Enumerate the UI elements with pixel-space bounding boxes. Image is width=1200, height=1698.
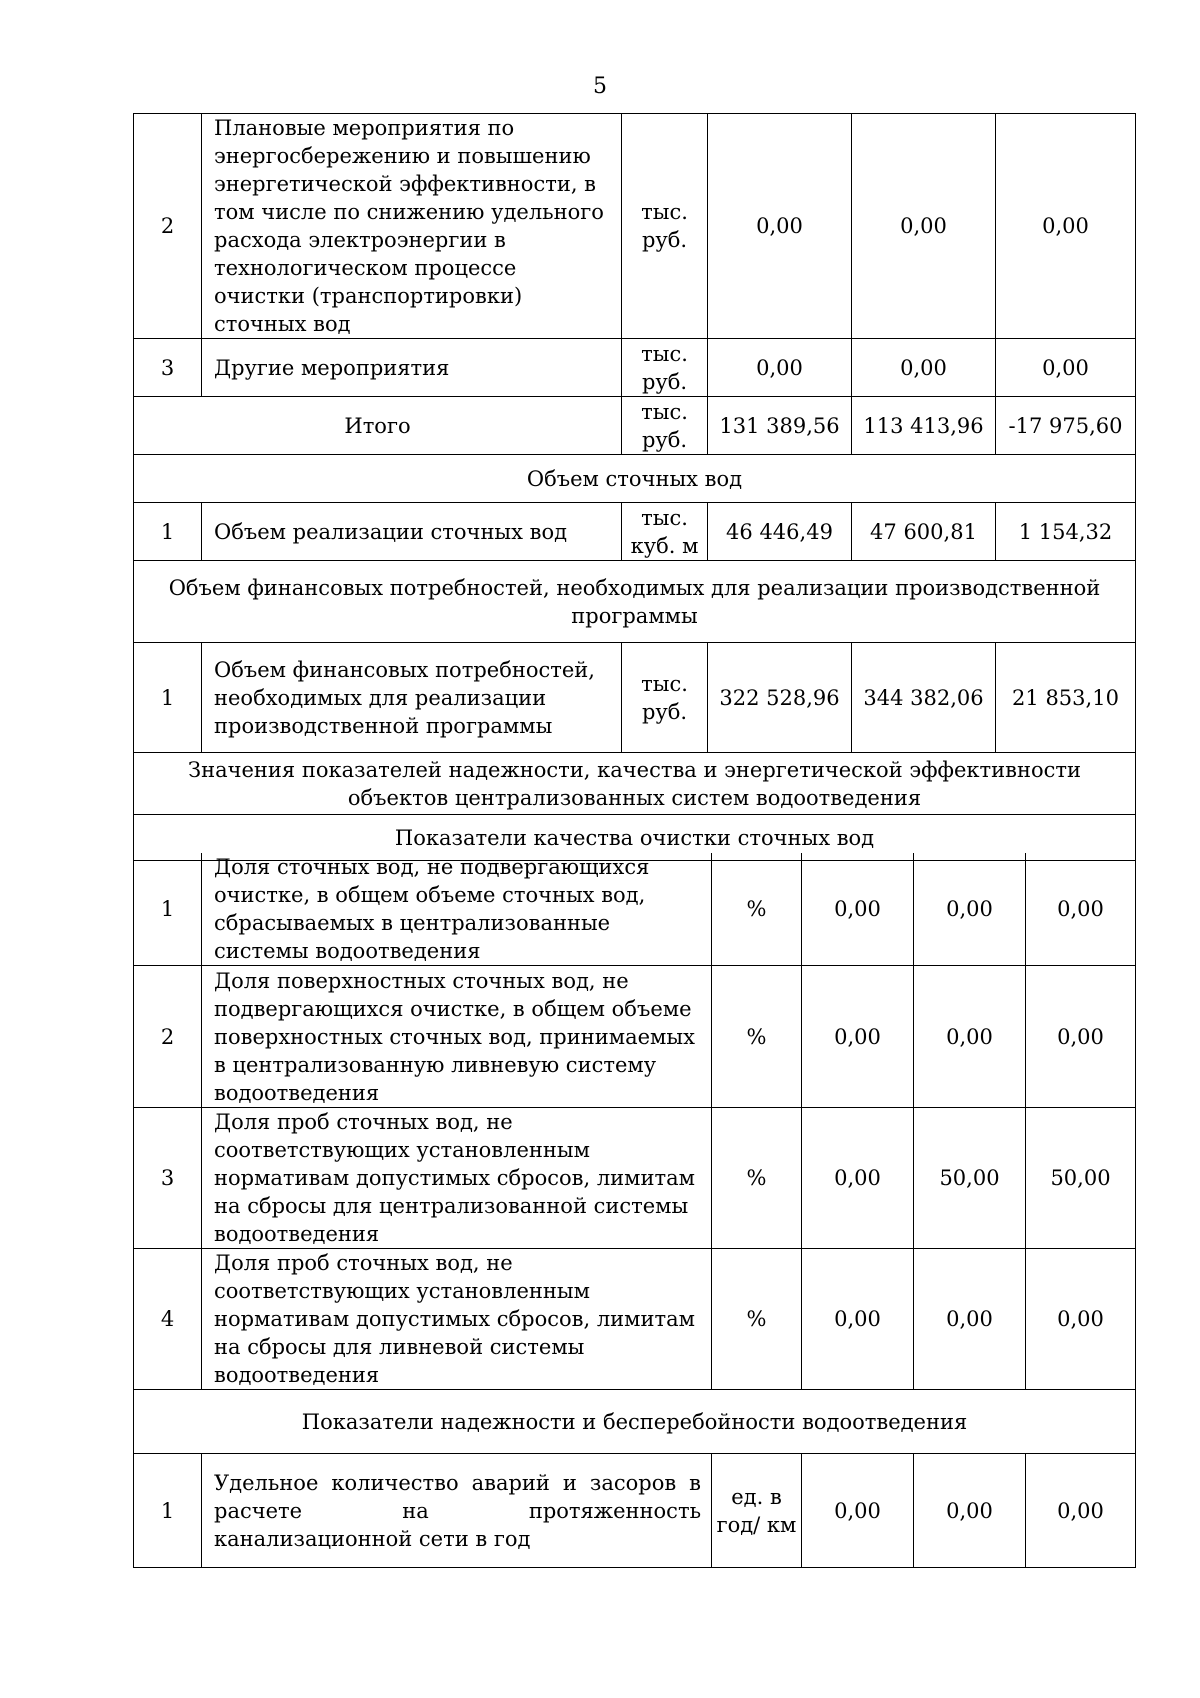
row-description: Объем реализации сточных вод [202,503,622,561]
row-value-1: 0,00 [802,1454,914,1568]
row-value-2: 344 382,06 [852,643,996,753]
row-description: Удельное количество аварий и засоров в расчете на протяженность канализационной сети в год [202,1454,712,1568]
row-value-3: 0,00 [1026,966,1136,1108]
row-description: Доля сточных вод, не подвергающихся очистке, в общем объеме сточных вод, сбрасываемых в централизованные системы водоотведения [202,853,712,966]
row-value-1: 0,00 [802,1108,914,1249]
row-value-3: 0,00 [996,114,1136,339]
row-number: 1 [134,853,202,966]
program-table [133,113,1136,861]
row-unit: % [712,966,802,1108]
section-header-quality: Показатели качества очистки сточных вод [134,815,1136,861]
row-unit: тыс. руб. [622,114,708,339]
section-header-reliability: Показатели надежности и бесперебойности водоотведения [134,1390,1136,1454]
table-row [134,643,1136,753]
row-value-2: 0,00 [852,114,996,339]
row-value-3: 0,00 [1026,1454,1136,1568]
page-number: 5 [593,74,607,99]
section-header-volume: Объем сточных вод [134,455,1136,503]
row-number: 2 [134,966,202,1108]
row-description: Доля поверхностных сточных вод, не подвергающихся очистке, в общем объеме поверхностных сточных вод, принимаемых в централизованную ливневую систему водоотведения [202,966,712,1108]
row-number: 1 [134,1454,202,1568]
row-number: 2 [134,114,202,339]
table-row [134,966,1136,1108]
indicators-table [133,853,1136,1568]
row-description: Плановые мероприятия по энергосбережению и повышению энергетической эффективности, в том числе по снижению удельного расхода электроэнергии в технологическом процессе очистки (транспортировки) сточных вод [202,114,622,339]
row-value-1: 0,00 [802,966,914,1108]
row-value-1: 0,00 [708,114,852,339]
row-unit: ед. в год/ км [712,1454,802,1568]
row-value-1: 46 446,49 [708,503,852,561]
row-description: Доля проб сточных вод, не соответствующих установленным нормативам допустимых сбросов, лимитам на сбросы для централизованной системы водоотведения [202,1108,712,1249]
total-unit: тыс. руб. [622,397,708,455]
section-header-row [134,455,1136,503]
table-row [134,503,1136,561]
row-value-2: 47 600,81 [852,503,996,561]
row-unit: % [712,853,802,966]
row-number: 1 [134,643,202,753]
row-value-1: 0,00 [802,1249,914,1390]
total-label: Итого [134,397,622,455]
row-description: Объем финансовых потребностей, необходимых для реализации производственной программы [202,643,622,753]
table-row [134,114,1136,339]
row-value-1: 322 528,96 [708,643,852,753]
row-number: 4 [134,1249,202,1390]
section-header-row [134,1390,1136,1454]
row-value-3: 1 154,32 [996,503,1136,561]
row-unit: тыс. руб. [622,339,708,397]
row-value-2: 0,00 [914,966,1026,1108]
row-value-3: 21 853,10 [996,643,1136,753]
section-header-indicators: Значения показателей надежности, качества и энергетической эффективности объектов централизованных систем водоотведения [134,753,1136,815]
section-header-row [134,561,1136,643]
row-number: 1 [134,503,202,561]
row-value-2: 50,00 [914,1108,1026,1249]
table-row [134,853,1136,966]
row-value-1: 0,00 [708,339,852,397]
row-value-3: 50,00 [1026,1108,1136,1249]
section-header-row [134,753,1136,815]
row-description: Другие мероприятия [202,339,622,397]
total-row [134,397,1136,455]
row-value-3: 0,00 [996,339,1136,397]
row-value-2: 0,00 [914,1454,1026,1568]
row-value-3: 0,00 [1026,853,1136,966]
table-row [134,1249,1136,1390]
section-header-finance: Объем финансовых потребностей, необходимых для реализации производственной программы [134,561,1136,643]
total-value-2: 113 413,96 [852,397,996,455]
row-value-3: 0,00 [1026,1249,1136,1390]
row-value-2: 0,00 [914,1249,1026,1390]
total-value-3: -17 975,60 [996,397,1136,455]
row-value-1: 0,00 [802,853,914,966]
row-unit: тыс. куб. м [622,503,708,561]
row-unit: % [712,1249,802,1390]
row-value-2: 0,00 [852,339,996,397]
total-value-1: 131 389,56 [708,397,852,455]
row-unit: % [712,1108,802,1249]
row-value-2: 0,00 [914,853,1026,966]
table-row [134,1454,1136,1568]
table-row [134,339,1136,397]
row-number: 3 [134,1108,202,1249]
row-number: 3 [134,339,202,397]
table-row [134,1108,1136,1249]
row-unit: тыс. руб. [622,643,708,753]
row-description: Доля проб сточных вод, не соответствующих установленным нормативам допустимых сбросов, лимитам на сбросы для ливневой системы водоотведения [202,1249,712,1390]
